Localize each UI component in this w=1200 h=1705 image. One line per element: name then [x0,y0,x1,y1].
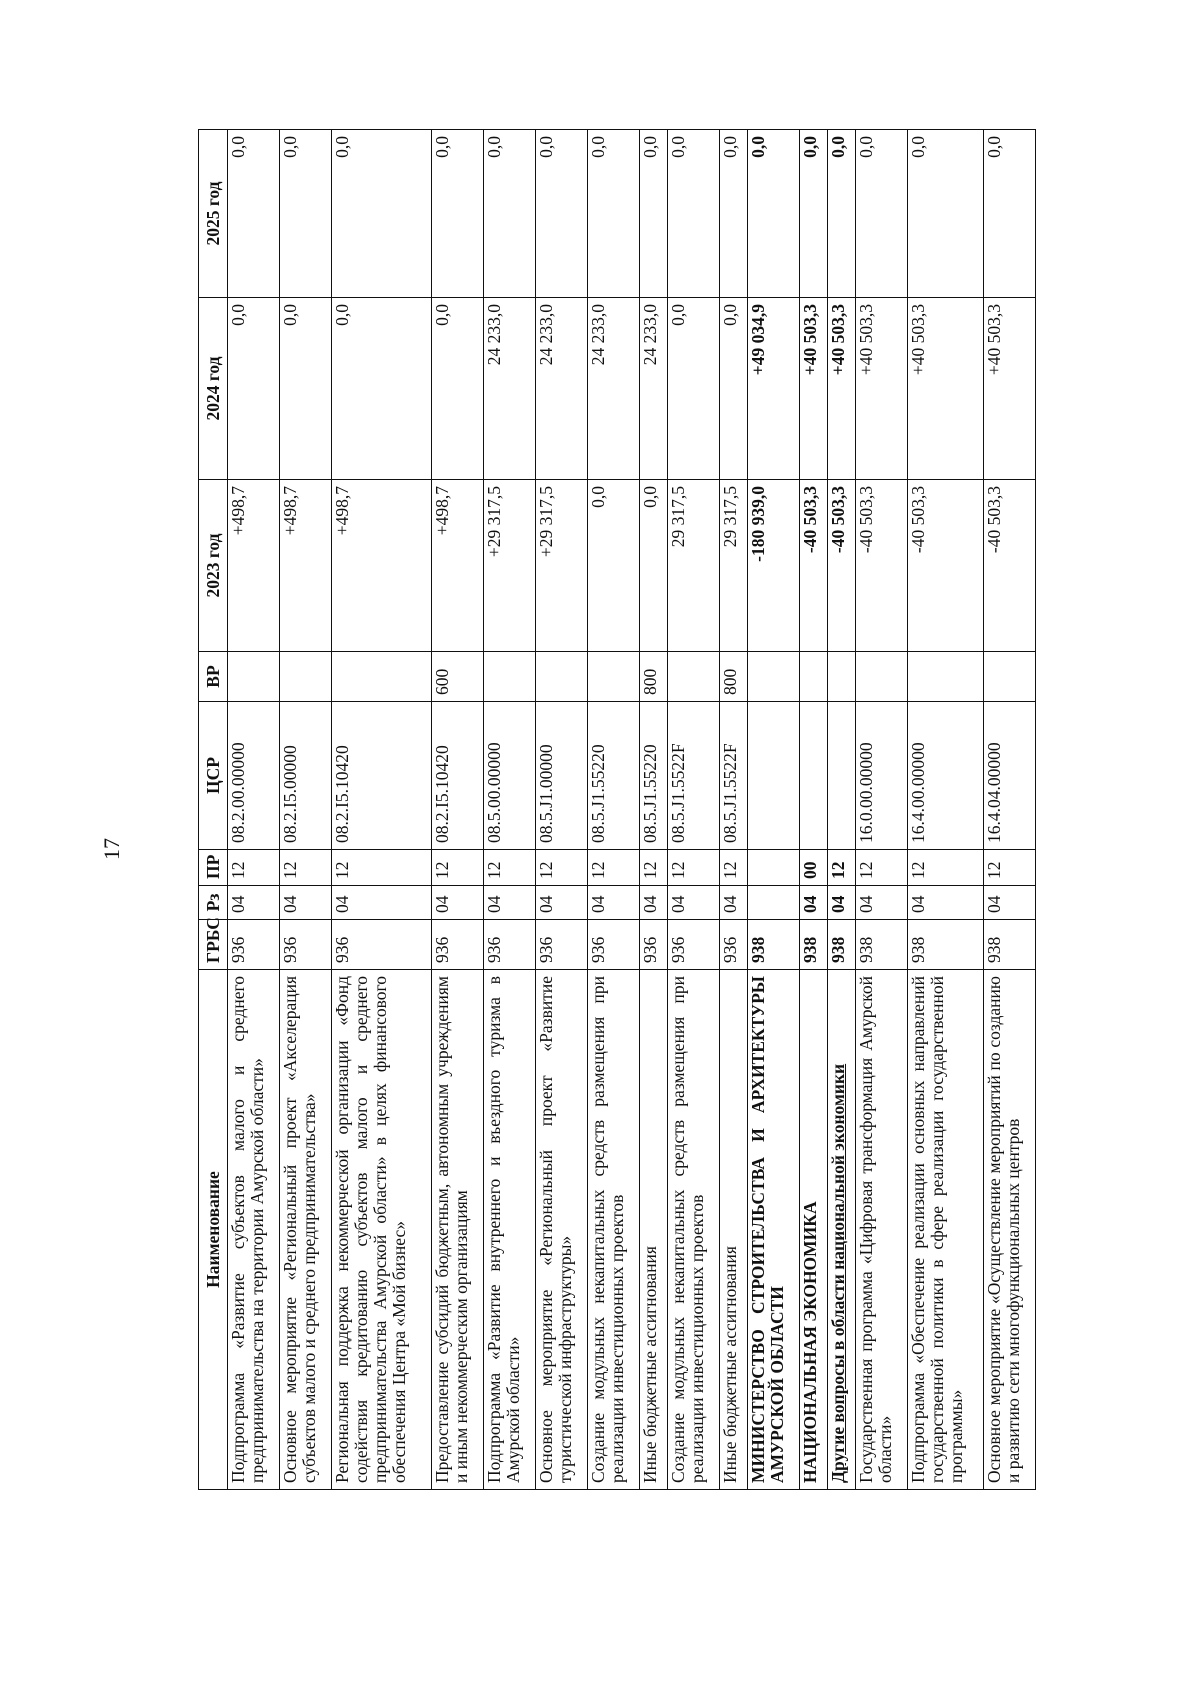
cell-grbs: 938 [855,920,907,970]
cell-name: Иные бюджетные ассигнования [720,970,748,1490]
table-row [228,130,280,1490]
cell-pr: 12 [720,850,748,886]
cell-y2025: 0,0 [536,130,588,298]
cell-name: НАЦИОНАЛЬНАЯ ЭКОНОМИКА [799,970,827,1490]
cell-vr [536,652,588,702]
cell-vr [668,652,720,702]
cell-y2025: 0,0 [747,130,799,298]
table-row [640,130,668,1490]
cell-y2023: 0,0 [588,480,640,652]
cell-vr [747,652,799,702]
cell-y2023: +498,7 [432,480,484,652]
cell-vr [799,652,827,702]
cell-y2023: +498,7 [332,480,432,652]
cell-rz: 04 [536,886,588,920]
cell-name: Иные бюджетные ассигнования [640,970,668,1490]
header-csr: ЦСР [199,702,228,850]
cell-y2024: 0,0 [228,298,280,480]
cell-vr: 800 [720,652,748,702]
cell-name: Основное мероприятие «Осуществление мероприятий по созданию и развитию сети многофункциональных центров [983,970,1035,1490]
cell-csr [747,702,799,850]
cell-pr [747,850,799,886]
header-2025: 2025 год [199,130,228,298]
cell-y2024: 24 233,0 [640,298,668,480]
cell-grbs: 936 [640,920,668,970]
cell-name: МИНИСТЕРСТВО СТРОИТЕЛЬСТВА И АРХИТЕКТУРЫ АМУРСКОЙ ОБЛАСТИ [747,970,799,1490]
header-grbs: ГРБС [199,920,228,970]
cell-rz: 04 [668,886,720,920]
cell-vr [827,652,855,702]
cell-pr: 12 [827,850,855,886]
cell-y2023: -40 503,3 [827,480,855,652]
cell-csr: 16.4.00.00000 [907,702,983,850]
cell-y2024: +40 503,3 [907,298,983,480]
cell-pr: 12 [432,850,484,886]
table-header-row [199,130,228,1490]
cell-rz: 04 [983,886,1035,920]
cell-grbs: 936 [720,920,748,970]
cell-y2025: 0,0 [280,130,332,298]
cell-grbs: 936 [588,920,640,970]
cell-csr: 08.2.I5.10420 [432,702,484,850]
cell-vr [332,652,432,702]
cell-vr [907,652,983,702]
cell-vr [280,652,332,702]
header-vr: ВР [199,652,228,702]
cell-vr [484,652,536,702]
cell-pr: 12 [983,850,1035,886]
cell-rz: 04 [799,886,827,920]
header-rz: Рз [199,886,228,920]
cell-name: Создание модульных некапитальных средств размещения при реализации инвестиционных проектов [588,970,640,1490]
cell-rz: 04 [640,886,668,920]
cell-y2023: +498,7 [228,480,280,652]
cell-rz: 04 [827,886,855,920]
cell-grbs: 938 [827,920,855,970]
cell-rz: 04 [720,886,748,920]
table-row [747,130,799,1490]
cell-grbs: 936 [536,920,588,970]
cell-y2024: 0,0 [668,298,720,480]
cell-y2025: 0,0 [484,130,536,298]
cell-name: Предоставление субсидий бюджетным, автономным учреждениям и иным некоммерческим организациям [432,970,484,1490]
cell-csr [827,702,855,850]
cell-rz: 04 [484,886,536,920]
cell-rz: 04 [280,886,332,920]
cell-vr [983,652,1035,702]
cell-rz: 04 [855,886,907,920]
cell-y2024: 0,0 [280,298,332,480]
cell-csr: 08.2.00.00000 [228,702,280,850]
cell-name: Основное мероприятие «Региональный проект «Развитие туристической инфраструктуры» [536,970,588,1490]
cell-pr: 12 [484,850,536,886]
cell-y2025: 0,0 [907,130,983,298]
cell-name: Основное мероприятие «Региональный проект «Акселерация субъектов малого и среднего предпринимательства» [280,970,332,1490]
cell-vr: 600 [432,652,484,702]
cell-y2025: 0,0 [827,130,855,298]
header-2023: 2023 год [199,480,228,652]
table-row [432,130,484,1490]
cell-y2025: 0,0 [640,130,668,298]
cell-pr: 12 [588,850,640,886]
header-name: Наименование [199,970,228,1490]
cell-y2023: -40 503,3 [799,480,827,652]
cell-y2025: 0,0 [228,130,280,298]
header-pr: ПР [199,850,228,886]
cell-vr [855,652,907,702]
cell-grbs: 936 [484,920,536,970]
cell-y2023: +29 317,5 [536,480,588,652]
cell-csr: 08.2.I5.00000 [280,702,332,850]
cell-grbs: 938 [983,920,1035,970]
cell-pr: 12 [907,850,983,886]
cell-y2024: 24 233,0 [536,298,588,480]
cell-grbs: 936 [432,920,484,970]
cell-y2023: -180 939,0 [747,480,799,652]
table-row [799,130,827,1490]
table-row [668,130,720,1490]
cell-y2023: +498,7 [280,480,332,652]
budget-table [198,129,1036,1490]
cell-name: Подпрограмма «Обеспечение реализации основных направлений государственной политики в сфере реализации государственной программы» [907,970,983,1490]
cell-csr: 08.5.J1.5522F [668,702,720,850]
table-row [855,130,907,1490]
cell-y2025: 0,0 [720,130,748,298]
cell-grbs: 936 [280,920,332,970]
table-row [332,130,432,1490]
cell-rz: 04 [228,886,280,920]
cell-csr: 16.0.00.00000 [855,702,907,850]
cell-vr: 800 [640,652,668,702]
cell-name: Региональная поддержка некоммерческой организации «Фонд содействия кредитованию субъектов малого и среднего предпринимательства Амурской области» в целях финансового обеспечения Центра «Мой бизнес» [332,970,432,1490]
cell-csr: 08.5.J1.55220 [588,702,640,850]
cell-y2024: +40 503,3 [827,298,855,480]
cell-vr [228,652,280,702]
cell-y2024: 0,0 [432,298,484,480]
cell-rz: 04 [432,886,484,920]
cell-name: Подпрограмма «Развитие субъектов малого и среднего предпринимательства на территории Амурской области» [228,970,280,1490]
cell-csr: 08.5.J1.5522F [720,702,748,850]
cell-grbs: 936 [332,920,432,970]
cell-y2024: 24 233,0 [484,298,536,480]
cell-y2023: -40 503,3 [855,480,907,652]
cell-pr: 12 [536,850,588,886]
cell-y2025: 0,0 [432,130,484,298]
table-row [983,130,1035,1490]
cell-pr: 12 [280,850,332,886]
table-row [720,130,748,1490]
cell-grbs: 938 [799,920,827,970]
cell-name: Другие вопросы в области национальной экономики [827,970,855,1490]
header-2024: 2024 год [199,298,228,480]
cell-y2023: -40 503,3 [983,480,1035,652]
table-row [827,130,855,1490]
table-row [536,130,588,1490]
cell-pr: 12 [228,850,280,886]
cell-y2025: 0,0 [799,130,827,298]
cell-grbs: 938 [907,920,983,970]
cell-csr [799,702,827,850]
cell-pr: 00 [799,850,827,886]
cell-y2024: 0,0 [332,298,432,480]
cell-y2024: +40 503,3 [983,298,1035,480]
cell-vr [588,652,640,702]
cell-y2025: 0,0 [332,130,432,298]
budget-table-rotated [198,130,1036,1490]
cell-y2025: 0,0 [983,130,1035,298]
cell-rz: 04 [332,886,432,920]
cell-y2023: 29 317,5 [720,480,748,652]
cell-pr: 12 [855,850,907,886]
cell-pr: 12 [668,850,720,886]
cell-rz: 04 [907,886,983,920]
cell-name: Подпрограмма «Развитие внутреннего и въездного туризма в Амурской области» [484,970,536,1490]
cell-grbs: 936 [228,920,280,970]
cell-name: Государственная программа «Цифровая трансформация Амурской области» [855,970,907,1490]
cell-pr: 12 [640,850,668,886]
cell-csr: 16.4.04.00000 [983,702,1035,850]
cell-y2024: 0,0 [720,298,748,480]
cell-csr: 08.5.J1.00000 [536,702,588,850]
cell-pr: 12 [332,850,432,886]
cell-csr: 08.5.J1.55220 [640,702,668,850]
cell-y2023: -40 503,3 [907,480,983,652]
page-number: 17 [99,838,124,860]
table-row [588,130,640,1490]
cell-grbs: 938 [747,920,799,970]
cell-y2023: +29 317,5 [484,480,536,652]
cell-csr: 08.2.I5.10420 [332,702,432,850]
cell-y2024: +40 503,3 [799,298,827,480]
cell-y2023: 0,0 [640,480,668,652]
cell-name: Создание модульных некапитальных средств размещения при реализации инвестиционных проектов [668,970,720,1490]
cell-y2023: 29 317,5 [668,480,720,652]
table-row [907,130,983,1490]
cell-csr: 08.5.00.00000 [484,702,536,850]
table-row [484,130,536,1490]
cell-y2024: +49 034,9 [747,298,799,480]
cell-y2025: 0,0 [588,130,640,298]
cell-y2025: 0,0 [855,130,907,298]
cell-rz [747,886,799,920]
cell-y2025: 0,0 [668,130,720,298]
table-row [280,130,332,1490]
table-body [228,130,1036,1490]
cell-y2024: +40 503,3 [855,298,907,480]
cell-rz: 04 [588,886,640,920]
cell-grbs: 936 [668,920,720,970]
cell-y2024: 24 233,0 [588,298,640,480]
